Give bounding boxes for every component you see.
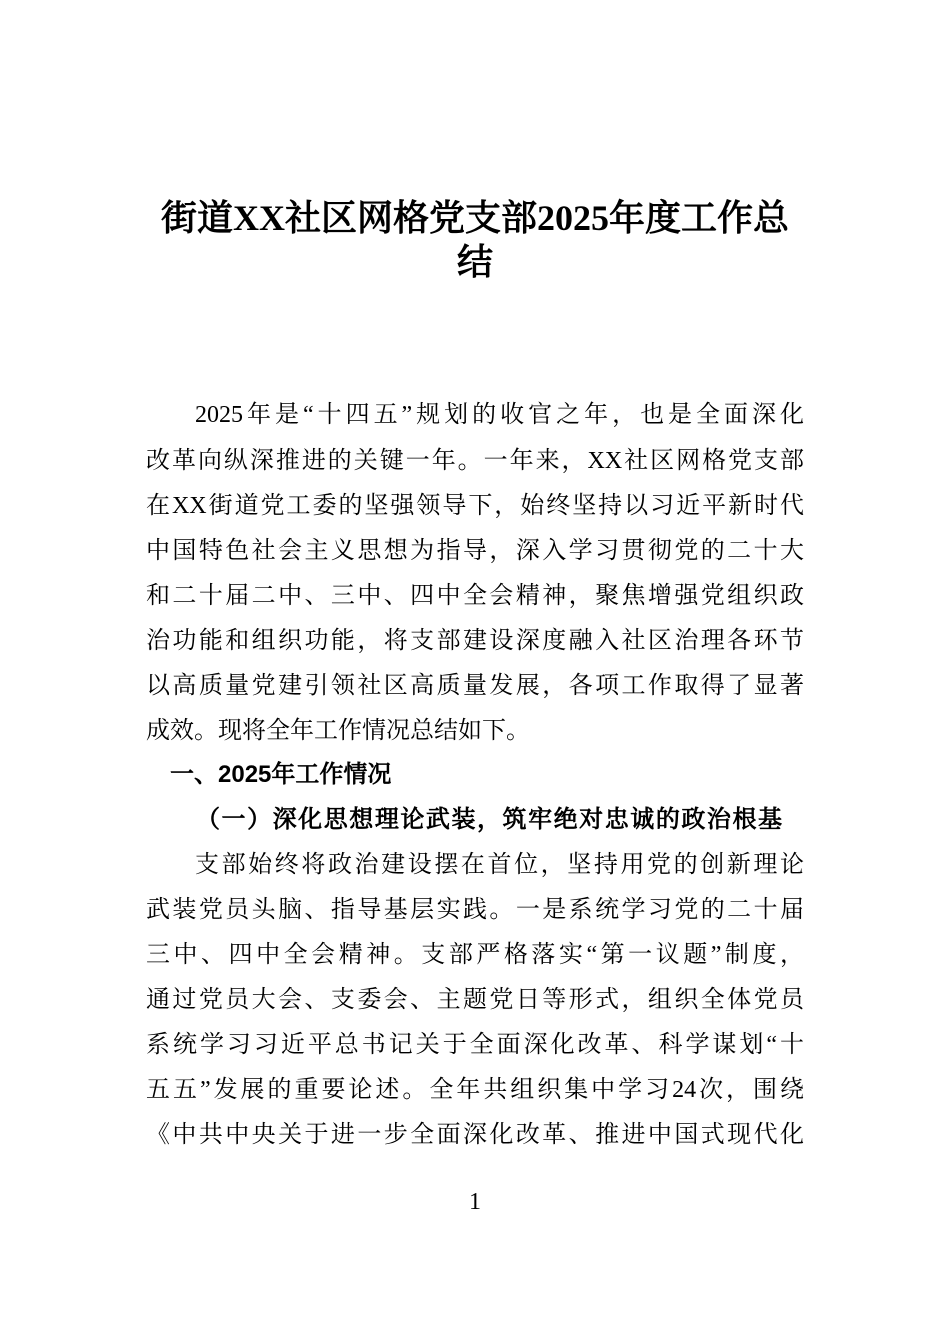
- page-number: 1: [469, 1189, 481, 1215]
- intro-line: 在XX街道党工委的坚强领导下，始终坚持以习近平新时代: [146, 493, 804, 519]
- document-title-line-2: 结: [456, 242, 493, 282]
- intro-line: 2025年是“十四五”规划的收官之年，也是全面深化: [195, 402, 804, 428]
- subsection-heading: （一）深化思想理论武装，筑牢绝对忠诚的政治根基: [196, 807, 782, 833]
- intro-line: 治功能和组织功能，将支部建设深度融入社区治理各环节: [146, 628, 804, 654]
- body-line: 通过党员大会、支委会、主题党日等形式，组织全体党员: [146, 987, 804, 1013]
- body-line: 三中、四中全会精神。支部严格落实“第一议题”制度，: [146, 942, 804, 968]
- body-line: 系统学习习近平总书记关于全面深化改革、科学谋划“十: [146, 1032, 804, 1058]
- section-heading: 一、2025年工作情况: [170, 761, 392, 788]
- intro-line: 改革向纵深推进的关键一年。一年来，XX社区网格党支部: [146, 448, 804, 474]
- body-line: 五五”发展的重要论述。全年共组织集中学习24次，围绕: [146, 1077, 804, 1103]
- intro-line: 中国特色社会主义思想为指导，深入学习贯彻党的二十大: [146, 538, 804, 564]
- intro-line: 成效。现将全年工作情况总结如下。: [146, 718, 530, 744]
- body-line: 《中共中央关于进一步全面深化改革、推进中国式现代化: [146, 1122, 804, 1148]
- document-title-line-1: 街道XX社区网格党支部2025年度工作总: [161, 198, 789, 238]
- intro-line: 以高质量党建引领社区高质量发展，各项工作取得了显著: [146, 673, 804, 699]
- body-line: 支部始终将政治建设摆在首位，坚持用党的创新理论: [195, 852, 804, 878]
- intro-line: 和二十届二中、三中、四中全会精神，聚焦增强党组织政: [146, 583, 804, 609]
- body-line: 武装党员头脑、指导基层实践。一是系统学习党的二十届: [146, 897, 804, 923]
